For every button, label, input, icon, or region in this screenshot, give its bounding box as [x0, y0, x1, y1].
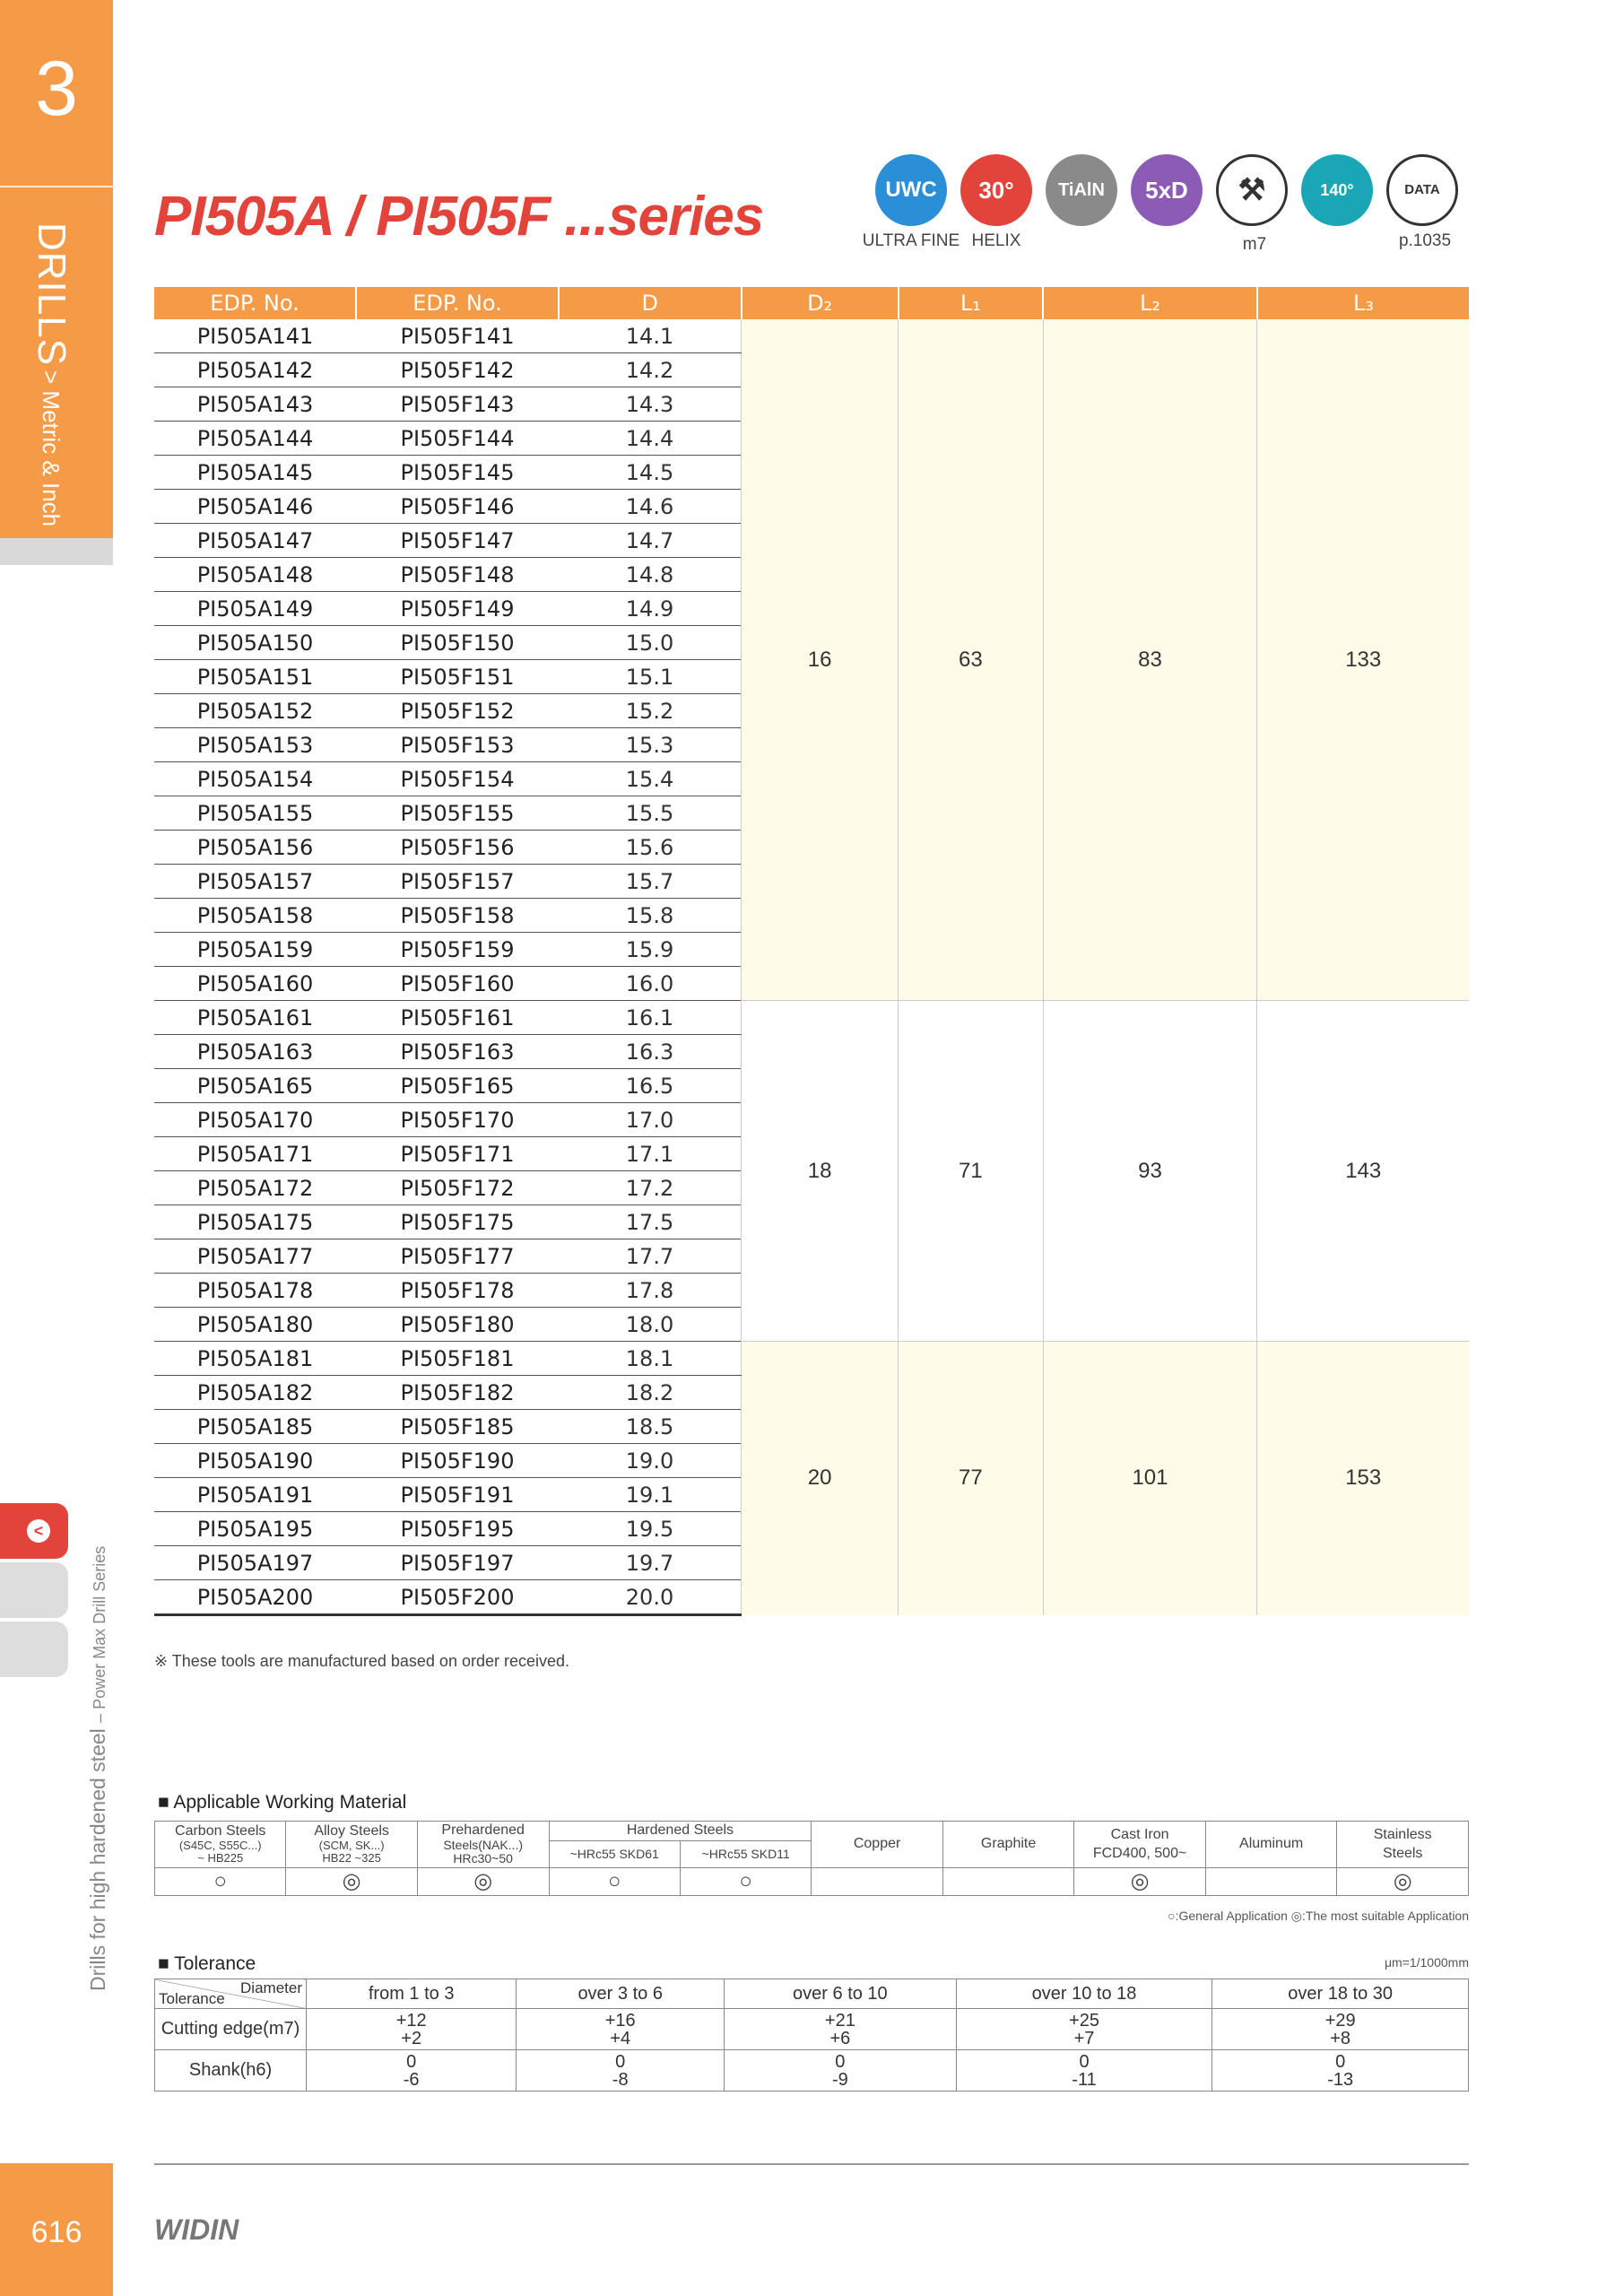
mat-alloy: Alloy Steels (SCM, SK...) HB22 ~325 [286, 1822, 417, 1868]
table-row [154, 1001, 1469, 1035]
edp-a-cell: PI505A175 [154, 1205, 356, 1239]
edp-f-cell: PI505F154 [356, 762, 559, 796]
edp-f-cell: PI505F158 [356, 899, 559, 933]
edp-a-cell: PI505A158 [154, 899, 356, 933]
edp-f-cell: PI505F150 [356, 626, 559, 660]
edp-f-cell: PI505F155 [356, 796, 559, 831]
edp-f-cell: PI505F152 [356, 694, 559, 728]
d-cell: 14.9 [559, 592, 742, 626]
length-icon: 5xD [1131, 154, 1203, 226]
mat-prehardened: Prehardened Steels(NAK...) HRc30~50 [417, 1822, 549, 1868]
edp-f-cell: PI505F171 [356, 1137, 559, 1171]
header-edp-f: EDP. No. [356, 287, 559, 319]
d-cell: 15.1 [559, 660, 742, 694]
edp-a-cell: PI505A141 [154, 319, 356, 353]
caption-main: Drills for high hardened steel [86, 1728, 109, 1991]
sidebar-section [29, 222, 74, 526]
d-cell: 18.5 [559, 1410, 742, 1444]
edp-a-cell: PI505A152 [154, 694, 356, 728]
edp-f-cell: PI505F197 [356, 1546, 559, 1580]
d-cell: 18.2 [559, 1376, 742, 1410]
coating-icon: TiAlN [1046, 154, 1117, 226]
d-cell: 19.1 [559, 1478, 742, 1512]
edp-f-cell: PI505F200 [356, 1580, 559, 1615]
mat-aluminum: Aluminum [1205, 1822, 1337, 1868]
d-cell: 17.1 [559, 1137, 742, 1171]
edp-a-cell: PI505A143 [154, 387, 356, 422]
d-cell: 15.6 [559, 831, 742, 865]
edp-a-cell: PI505A182 [154, 1376, 356, 1410]
shank-row: Shank(h6) 0 -6 0 -8 0 -9 0 -11 0 -13 [155, 2050, 1469, 2092]
edp-a-cell: PI505A151 [154, 660, 356, 694]
d-cell: 19.0 [559, 1444, 742, 1478]
d-cell: 17.7 [559, 1239, 742, 1274]
d-cell: 16.0 [559, 967, 742, 1001]
header-l1: L₁ [899, 287, 1043, 319]
mat-hardened-skd61: ~HRc55 SKD61 [549, 1841, 680, 1868]
d-cell: 16.1 [559, 1001, 742, 1035]
tolerance-icon: ⚒ [1216, 154, 1288, 226]
d-cell: 14.6 [559, 490, 742, 524]
l1-cell: 77 [899, 1342, 1043, 1615]
d-cell: 15.9 [559, 933, 742, 967]
chapter-number: 3 [35, 46, 78, 132]
edp-a-cell: PI505A145 [154, 456, 356, 490]
chevron-left-icon: < [27, 1519, 50, 1543]
edp-f-cell: PI505F151 [356, 660, 559, 694]
edp-f-cell: PI505F148 [356, 558, 559, 592]
edp-f-cell: PI505F180 [356, 1308, 559, 1342]
mark-prehardened: ◎ [417, 1868, 549, 1896]
l3-cell: 143 [1257, 1001, 1469, 1342]
range-4: over 10 to 18 [956, 1979, 1212, 2009]
side-tab-active[interactable] [0, 1503, 68, 1559]
data-page-label: p.1035 [1398, 231, 1452, 250]
caption-sub: – Power Max Drill Series [91, 1545, 109, 1723]
header-d2: D₂ [742, 287, 899, 319]
mat-cast-iron: Cast Iron FCD400, 500~ [1074, 1822, 1206, 1868]
cutting-edge-row: Cutting edge(m7) +12 +2 +16 +4 +21 +6 +25 +7 +29 +8 [155, 2009, 1469, 2050]
edp-a-cell: PI505A171 [154, 1137, 356, 1171]
edp-a-cell: PI505A185 [154, 1410, 356, 1444]
d-cell: 16.3 [559, 1035, 742, 1069]
side-tab-3[interactable] [0, 1622, 68, 1677]
edp-a-cell: PI505A159 [154, 933, 356, 967]
mat-copper: Copper [812, 1822, 942, 1868]
edp-f-cell: PI505F172 [356, 1171, 559, 1205]
sidebar-gray-band [0, 538, 113, 565]
ultra-fine-label: ULTRA FINE [862, 231, 960, 250]
mark-graphite [942, 1868, 1074, 1896]
d-cell: 15.3 [559, 728, 742, 762]
edp-a-cell: PI505A149 [154, 592, 356, 626]
d-cell: 14.5 [559, 456, 742, 490]
edp-a-cell: PI505A195 [154, 1512, 356, 1546]
edp-f-cell: PI505F146 [356, 490, 559, 524]
product-table [154, 287, 1469, 1616]
edp-a-cell: PI505A160 [154, 967, 356, 1001]
edp-a-cell: PI505A178 [154, 1274, 356, 1308]
mat-hardened: Hardened Steels [549, 1822, 812, 1841]
d-cell: 14.1 [559, 319, 742, 353]
l2-cell: 101 [1043, 1342, 1257, 1615]
d-cell: 15.5 [559, 796, 742, 831]
d-cell: 15.7 [559, 865, 742, 899]
edp-f-cell: PI505F144 [356, 422, 559, 456]
edp-a-cell: PI505A165 [154, 1069, 356, 1103]
edp-f-cell: PI505F178 [356, 1274, 559, 1308]
mark-cast-iron: ◎ [1074, 1868, 1206, 1896]
edp-f-cell: PI505F157 [356, 865, 559, 899]
d-cell: 19.5 [559, 1512, 742, 1546]
d-cell: 14.4 [559, 422, 742, 456]
mat-hardened-skd11: ~HRc55 SKD11 [680, 1841, 811, 1868]
l3-cell: 153 [1257, 1342, 1469, 1615]
d2-cell: 16 [742, 319, 899, 1001]
edp-a-cell: PI505A153 [154, 728, 356, 762]
d-cell: 15.0 [559, 626, 742, 660]
range-5: over 18 to 30 [1212, 1979, 1469, 2009]
edp-a-cell: PI505A146 [154, 490, 356, 524]
edp-a-cell: PI505A155 [154, 796, 356, 831]
d-cell: 15.2 [559, 694, 742, 728]
mark-stainless: ◎ [1337, 1868, 1469, 1896]
edp-a-cell: PI505A144 [154, 422, 356, 456]
edp-a-cell: PI505A163 [154, 1035, 356, 1069]
edp-a-cell: PI505A142 [154, 353, 356, 387]
edp-f-cell: PI505F141 [356, 319, 559, 353]
helix-label: HELIX [971, 231, 1021, 250]
edp-f-cell: PI505F159 [356, 933, 559, 967]
d-cell: 17.0 [559, 1103, 742, 1137]
edp-f-cell: PI505F156 [356, 831, 559, 865]
edp-f-cell: PI505F181 [356, 1342, 559, 1376]
edp-f-cell: PI505F147 [356, 524, 559, 558]
header-l3: L₃ [1257, 287, 1469, 319]
edp-f-cell: PI505F163 [356, 1035, 559, 1069]
mat-graphite: Graphite [942, 1822, 1074, 1868]
edp-a-cell: PI505A191 [154, 1478, 356, 1512]
mark-aluminum [1205, 1868, 1337, 1896]
d-cell: 17.2 [559, 1171, 742, 1205]
d-cell: 15.4 [559, 762, 742, 796]
edp-a-cell: PI505A180 [154, 1308, 356, 1342]
mark-skd61: ○ [549, 1868, 680, 1896]
table-row [154, 319, 1469, 353]
helix-icon: 30° [960, 154, 1032, 226]
edp-a-cell: PI505A157 [154, 865, 356, 899]
materials-legend: ○:General Application ◎:The most suitable Application [1168, 1909, 1469, 1923]
point-angle-icon: 140° [1301, 154, 1373, 226]
edp-f-cell: PI505F145 [356, 456, 559, 490]
mark-carbon: ○ [155, 1868, 286, 1896]
header-edp-a: EDP. No. [154, 287, 356, 319]
sidebar-divider [0, 186, 113, 187]
header-d: D [559, 287, 742, 319]
edp-f-cell: PI505F191 [356, 1478, 559, 1512]
l3-cell: 133 [1257, 319, 1469, 1001]
edp-f-cell: PI505F161 [356, 1001, 559, 1035]
edp-a-cell: PI505A172 [154, 1171, 356, 1205]
page-title: PI505A / PI505F ...series [154, 186, 764, 248]
mat-carbon: Carbon Steels (S45C, S55C...) ~ HB225 [155, 1822, 286, 1868]
d-cell: 14.3 [559, 387, 742, 422]
mark-skd11: ○ [680, 1868, 811, 1896]
sidebar-caption [86, 1546, 110, 1991]
d-cell: 14.8 [559, 558, 742, 592]
edp-f-cell: PI505F149 [356, 592, 559, 626]
tolerance-unit: μm=1/1000mm [1384, 1955, 1469, 1970]
edp-f-cell: PI505F153 [356, 728, 559, 762]
materials-marks-row [155, 1868, 1469, 1896]
side-tab-2[interactable] [0, 1562, 68, 1618]
edp-a-cell: PI505A190 [154, 1444, 356, 1478]
edp-a-cell: PI505A181 [154, 1342, 356, 1376]
edp-a-cell: PI505A156 [154, 831, 356, 865]
edp-a-cell: PI505A147 [154, 524, 356, 558]
range-2: over 3 to 6 [517, 1979, 725, 2009]
table-row [154, 1342, 1469, 1376]
range-1: from 1 to 3 [307, 1979, 517, 2009]
d-cell: 17.5 [559, 1205, 742, 1239]
edp-f-cell: PI505F160 [356, 967, 559, 1001]
order-note: ※ These tools are manufactured based on order received. [154, 1652, 570, 1670]
edp-f-cell: PI505F195 [356, 1512, 559, 1546]
edp-f-cell: PI505F170 [356, 1103, 559, 1137]
edp-a-cell: PI505A197 [154, 1546, 356, 1580]
d-cell: 14.7 [559, 524, 742, 558]
edp-f-cell: PI505F165 [356, 1069, 559, 1103]
d-cell: 18.1 [559, 1342, 742, 1376]
uwc-icon: UWC [875, 154, 947, 226]
l2-cell: 93 [1043, 1001, 1257, 1342]
data-icon: DATA [1386, 154, 1458, 226]
edp-f-cell: PI505F177 [356, 1239, 559, 1274]
l2-cell: 83 [1043, 319, 1257, 1001]
edp-f-cell: PI505F185 [356, 1410, 559, 1444]
table-header-row [154, 287, 1469, 319]
d-cell: 15.8 [559, 899, 742, 933]
edp-a-cell: PI505A150 [154, 626, 356, 660]
tolerance-corner: Diameter Tolerance [155, 1979, 307, 2009]
l1-cell: 71 [899, 1001, 1043, 1342]
edp-f-cell: PI505F142 [356, 353, 559, 387]
edp-a-cell: PI505A170 [154, 1103, 356, 1137]
edp-f-cell: PI505F182 [356, 1376, 559, 1410]
m7-label: m7 [1242, 235, 1267, 254]
edp-a-cell: PI505A177 [154, 1239, 356, 1274]
d2-cell: 18 [742, 1001, 899, 1342]
brand-logo: WIDIN [154, 2213, 239, 2246]
d-cell: 17.8 [559, 1274, 742, 1308]
materials-title: ■ Applicable Working Material [158, 1792, 407, 1813]
d-cell: 20.0 [559, 1580, 742, 1615]
tolerance-table [154, 1979, 1469, 2092]
tolerance-title: ■ Tolerance [158, 1953, 256, 1974]
mark-copper [812, 1868, 942, 1896]
edp-a-cell: PI505A200 [154, 1580, 356, 1615]
d-cell: 19.7 [559, 1546, 742, 1580]
d-cell: 16.5 [559, 1069, 742, 1103]
subsection-title: > Metric & Inch [38, 370, 65, 526]
mat-stainless: Stainless Steels [1337, 1822, 1469, 1868]
footer-divider [154, 2163, 1469, 2165]
d-cell: 18.0 [559, 1308, 742, 1342]
header-l2: L₂ [1043, 287, 1257, 319]
edp-a-cell: PI505A154 [154, 762, 356, 796]
range-3: over 6 to 10 [725, 1979, 957, 2009]
edp-f-cell: PI505F190 [356, 1444, 559, 1478]
edp-f-cell: PI505F143 [356, 387, 559, 422]
d2-cell: 20 [742, 1342, 899, 1615]
l1-cell: 63 [899, 319, 1043, 1001]
edp-f-cell: PI505F175 [356, 1205, 559, 1239]
table-body [154, 319, 1469, 1615]
edp-a-cell: PI505A148 [154, 558, 356, 592]
page-number: 616 [30, 2215, 83, 2249]
materials-table [154, 1821, 1469, 1896]
mark-alloy: ◎ [286, 1868, 417, 1896]
edp-a-cell: PI505A161 [154, 1001, 356, 1035]
d-cell: 14.2 [559, 353, 742, 387]
cutting-edge-label: Cutting edge(m7) [155, 2009, 307, 2050]
shank-label: Shank(h6) [155, 2050, 307, 2092]
section-title: DRILLS [30, 222, 74, 367]
